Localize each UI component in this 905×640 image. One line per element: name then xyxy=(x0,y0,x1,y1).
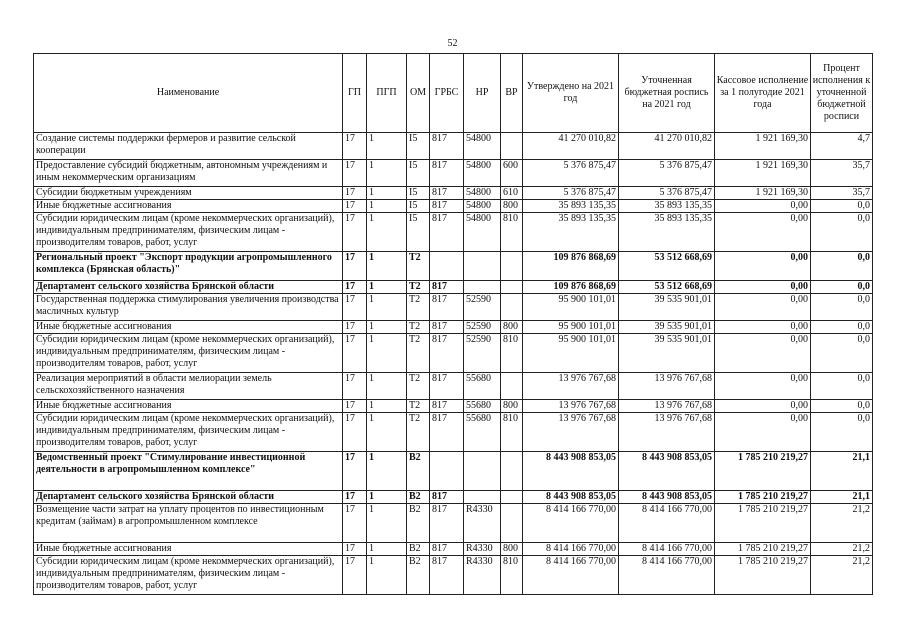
header-name: Наименование xyxy=(34,54,343,133)
header-grbs: ГРБС xyxy=(430,54,464,133)
row-om: T2 xyxy=(407,334,430,373)
row-cash: 0,00 xyxy=(715,281,811,294)
table-row xyxy=(34,200,873,213)
row-pgp: 1 xyxy=(367,187,407,200)
row-vr: 810 xyxy=(501,556,523,595)
row-om: T2 xyxy=(407,252,430,281)
header-nr: НР xyxy=(464,54,501,133)
row-name: Департамент сельского хозяйства Брянской области xyxy=(34,281,343,294)
row-nr xyxy=(464,452,501,491)
row-cash: 1 921 169,30 xyxy=(715,187,811,200)
row-grbs: 817 xyxy=(430,504,464,543)
row-om: I5 xyxy=(407,133,430,160)
row-pgp: 1 xyxy=(367,556,407,595)
row-grbs: 817 xyxy=(430,213,464,252)
row-percent: 4,7 xyxy=(811,133,873,160)
row-pgp: 1 xyxy=(367,413,407,452)
row-gp: 17 xyxy=(343,373,367,400)
row-grbs: 817 xyxy=(430,294,464,321)
row-grbs: 817 xyxy=(430,334,464,373)
row-name: Предоставление субсидий бюджетным, автономным учреждениям и иным некоммерческим организациям xyxy=(34,160,343,187)
row-cash: 0,00 xyxy=(715,200,811,213)
row-name: Департамент сельского хозяйства Брянской области xyxy=(34,491,343,504)
row-approved: 8 414 166 770,00 xyxy=(523,543,619,556)
row-om: T2 xyxy=(407,413,430,452)
row-grbs xyxy=(430,452,464,491)
row-grbs: 817 xyxy=(430,160,464,187)
row-nr: 54800 xyxy=(464,160,501,187)
row-om: B2 xyxy=(407,491,430,504)
row-approved: 41 270 010,82 xyxy=(523,133,619,160)
row-refined: 39 535 901,01 xyxy=(619,321,715,334)
row-om: I5 xyxy=(407,213,430,252)
row-name: Создание системы поддержки фермеров и развитие сельской кооперации xyxy=(34,133,343,160)
row-vr: 610 xyxy=(501,187,523,200)
row-nr xyxy=(464,281,501,294)
row-vr xyxy=(501,294,523,321)
header-om: ОМ xyxy=(407,54,430,133)
table-row xyxy=(34,321,873,334)
row-cash: 0,00 xyxy=(715,294,811,321)
table-row xyxy=(34,160,873,187)
row-name: Региональный проект "Экспорт продукции агропромышленного комплекса (Брянская область)" xyxy=(34,252,343,281)
row-percent: 21,2 xyxy=(811,504,873,543)
row-pgp: 1 xyxy=(367,252,407,281)
row-pgp: 1 xyxy=(367,294,407,321)
row-vr: 800 xyxy=(501,200,523,213)
row-vr: 600 xyxy=(501,160,523,187)
table-row xyxy=(34,133,873,160)
row-vr xyxy=(501,452,523,491)
row-refined: 5 376 875,47 xyxy=(619,160,715,187)
row-approved: 95 900 101,01 xyxy=(523,294,619,321)
row-name: Государственная поддержка стимулирования увеличения производства масличных культур xyxy=(34,294,343,321)
row-pgp: 1 xyxy=(367,321,407,334)
row-approved: 13 976 767,68 xyxy=(523,413,619,452)
row-refined: 8 443 908 853,05 xyxy=(619,491,715,504)
row-approved: 5 376 875,47 xyxy=(523,160,619,187)
row-percent: 0,0 xyxy=(811,281,873,294)
row-gp: 17 xyxy=(343,400,367,413)
row-cash: 0,00 xyxy=(715,373,811,400)
row-nr xyxy=(464,252,501,281)
row-grbs: 817 xyxy=(430,400,464,413)
row-name: Субсидии юридическим лицам (кроме некоммерческих организаций), индивидуальным предпринимателям, физическим лицам - производителям товаров, работ, услуг xyxy=(34,213,343,252)
row-percent: 0,0 xyxy=(811,373,873,400)
row-om: I5 xyxy=(407,160,430,187)
table-row xyxy=(34,252,873,281)
row-name: Субсидии бюджетным учреждениям xyxy=(34,187,343,200)
row-om: B2 xyxy=(407,543,430,556)
row-vr: 810 xyxy=(501,413,523,452)
row-nr: 52590 xyxy=(464,321,501,334)
row-grbs: 817 xyxy=(430,200,464,213)
table-row xyxy=(34,187,873,200)
row-cash: 0,00 xyxy=(715,252,811,281)
row-pgp: 1 xyxy=(367,213,407,252)
table-row xyxy=(34,334,873,373)
row-vr xyxy=(501,491,523,504)
row-name: Иные бюджетные ассигнования xyxy=(34,321,343,334)
row-name: Иные бюджетные ассигнования xyxy=(34,400,343,413)
row-gp: 17 xyxy=(343,452,367,491)
row-approved: 35 893 135,35 xyxy=(523,200,619,213)
row-approved: 35 893 135,35 xyxy=(523,213,619,252)
row-vr: 810 xyxy=(501,334,523,373)
row-vr xyxy=(501,373,523,400)
row-vr xyxy=(501,281,523,294)
row-approved: 13 976 767,68 xyxy=(523,373,619,400)
row-om: B2 xyxy=(407,504,430,543)
row-refined: 13 976 767,68 xyxy=(619,373,715,400)
row-nr: 55680 xyxy=(464,413,501,452)
header-vr: ВР xyxy=(501,54,523,133)
row-grbs: 817 xyxy=(430,543,464,556)
table-row xyxy=(34,373,873,400)
row-om: I5 xyxy=(407,200,430,213)
row-name: Субсидии юридическим лицам (кроме некоммерческих организаций), индивидуальным предпринимателям, физическим лицам - производителям товаров, работ, услуг xyxy=(34,334,343,373)
row-vr: 800 xyxy=(501,400,523,413)
row-pgp: 1 xyxy=(367,133,407,160)
row-name: Возмещение части затрат на уплату процентов по инвестиционным кредитам (займам) в агропромышленном комплексе xyxy=(34,504,343,543)
row-om: B2 xyxy=(407,452,430,491)
row-percent: 21,2 xyxy=(811,543,873,556)
row-om: I5 xyxy=(407,187,430,200)
row-approved: 95 900 101,01 xyxy=(523,334,619,373)
row-nr: 54800 xyxy=(464,133,501,160)
row-vr xyxy=(501,252,523,281)
row-om: T2 xyxy=(407,400,430,413)
row-pgp: 1 xyxy=(367,400,407,413)
row-name: Иные бюджетные ассигнования xyxy=(34,200,343,213)
row-om: T2 xyxy=(407,294,430,321)
row-cash: 1 785 210 219,27 xyxy=(715,556,811,595)
row-refined: 8 414 166 770,00 xyxy=(619,504,715,543)
row-percent: 35,7 xyxy=(811,160,873,187)
row-percent: 0,0 xyxy=(811,200,873,213)
row-refined: 41 270 010,82 xyxy=(619,133,715,160)
row-cash: 1 785 210 219,27 xyxy=(715,543,811,556)
row-grbs: 817 xyxy=(430,373,464,400)
table-row xyxy=(34,504,873,543)
row-name: Субсидии юридическим лицам (кроме некоммерческих организаций), индивидуальным предпринимателям, физическим лицам - производителям товаров, работ, услуг xyxy=(34,556,343,595)
row-pgp: 1 xyxy=(367,281,407,294)
row-grbs: 817 xyxy=(430,321,464,334)
row-refined: 35 893 135,35 xyxy=(619,213,715,252)
row-cash: 1 785 210 219,27 xyxy=(715,491,811,504)
row-percent: 0,0 xyxy=(811,334,873,373)
row-grbs: 817 xyxy=(430,556,464,595)
table-row xyxy=(34,400,873,413)
table-row xyxy=(34,213,873,252)
row-approved: 8 414 166 770,00 xyxy=(523,504,619,543)
budget-execution-table xyxy=(33,53,873,595)
row-pgp: 1 xyxy=(367,452,407,491)
row-gp: 17 xyxy=(343,133,367,160)
row-gp: 17 xyxy=(343,504,367,543)
row-percent: 0,0 xyxy=(811,400,873,413)
row-percent: 35,7 xyxy=(811,187,873,200)
row-nr: 55680 xyxy=(464,400,501,413)
row-grbs: 817 xyxy=(430,133,464,160)
table-row xyxy=(34,556,873,595)
row-percent: 0,0 xyxy=(811,252,873,281)
row-percent: 0,0 xyxy=(811,413,873,452)
row-gp: 17 xyxy=(343,543,367,556)
row-gp: 17 xyxy=(343,294,367,321)
row-refined: 35 893 135,35 xyxy=(619,200,715,213)
row-grbs: 817 xyxy=(430,281,464,294)
row-approved: 13 976 767,68 xyxy=(523,400,619,413)
row-approved: 5 376 875,47 xyxy=(523,187,619,200)
row-nr xyxy=(464,491,501,504)
row-refined: 13 976 767,68 xyxy=(619,400,715,413)
header-approved: Утверждено на 2021 год xyxy=(523,54,619,133)
row-cash: 1 785 210 219,27 xyxy=(715,504,811,543)
row-gp: 17 xyxy=(343,252,367,281)
row-pgp: 1 xyxy=(367,491,407,504)
row-gp: 17 xyxy=(343,200,367,213)
row-pgp: 1 xyxy=(367,543,407,556)
row-gp: 17 xyxy=(343,187,367,200)
page-number: 52 xyxy=(447,38,458,49)
row-approved: 8 414 166 770,00 xyxy=(523,556,619,595)
row-refined: 5 376 875,47 xyxy=(619,187,715,200)
row-refined: 53 512 668,69 xyxy=(619,252,715,281)
row-percent: 0,0 xyxy=(811,213,873,252)
header-pgp: ПГП xyxy=(367,54,407,133)
table-row xyxy=(34,452,873,491)
row-vr: 800 xyxy=(501,321,523,334)
header-cash: Кассовое исполнение за 1 полугодие 2021 года xyxy=(715,54,811,133)
row-om: T2 xyxy=(407,321,430,334)
header-refined: Уточненная бюджетная роспись на 2021 год xyxy=(619,54,715,133)
row-nr: 54800 xyxy=(464,213,501,252)
row-cash: 1 921 169,30 xyxy=(715,160,811,187)
row-pgp: 1 xyxy=(367,160,407,187)
table-row xyxy=(34,281,873,294)
row-grbs: 817 xyxy=(430,413,464,452)
row-percent: 21,2 xyxy=(811,556,873,595)
row-cash: 1 921 169,30 xyxy=(715,133,811,160)
header-gp: ГП xyxy=(343,54,367,133)
row-percent: 0,0 xyxy=(811,321,873,334)
row-refined: 53 512 668,69 xyxy=(619,281,715,294)
row-gp: 17 xyxy=(343,321,367,334)
row-refined: 8 414 166 770,00 xyxy=(619,556,715,595)
row-pgp: 1 xyxy=(367,334,407,373)
row-approved: 109 876 868,69 xyxy=(523,252,619,281)
row-om: B2 xyxy=(407,556,430,595)
row-vr: 800 xyxy=(501,543,523,556)
row-name: Ведомственный проект "Стимулирование инвестиционной деятельности в агропромышленном комплексе" xyxy=(34,452,343,491)
row-om: T2 xyxy=(407,281,430,294)
row-cash: 0,00 xyxy=(715,400,811,413)
row-pgp: 1 xyxy=(367,504,407,543)
row-approved: 8 443 908 853,05 xyxy=(523,452,619,491)
row-refined: 39 535 901,01 xyxy=(619,334,715,373)
row-cash: 0,00 xyxy=(715,413,811,452)
table-row xyxy=(34,413,873,452)
row-percent: 0,0 xyxy=(811,294,873,321)
row-approved: 109 876 868,69 xyxy=(523,281,619,294)
row-cash: 0,00 xyxy=(715,334,811,373)
table-row xyxy=(34,491,873,504)
row-cash: 0,00 xyxy=(715,321,811,334)
row-nr: 54800 xyxy=(464,200,501,213)
row-nr: R4330 xyxy=(464,504,501,543)
row-vr xyxy=(501,504,523,543)
row-gp: 17 xyxy=(343,281,367,294)
row-gp: 17 xyxy=(343,213,367,252)
row-pgp: 1 xyxy=(367,373,407,400)
row-name: Субсидии юридическим лицам (кроме некоммерческих организаций), индивидуальным предпринимателям, физическим лицам - производителям товаров, работ, услуг xyxy=(34,413,343,452)
row-nr: R4330 xyxy=(464,556,501,595)
row-grbs: 817 xyxy=(430,187,464,200)
row-percent: 21,1 xyxy=(811,491,873,504)
row-refined: 13 976 767,68 xyxy=(619,413,715,452)
row-gp: 17 xyxy=(343,491,367,504)
row-nr: 52590 xyxy=(464,294,501,321)
row-om: T2 xyxy=(407,373,430,400)
row-nr: 52590 xyxy=(464,334,501,373)
table-header-row xyxy=(34,54,873,133)
table-row xyxy=(34,294,873,321)
row-approved: 95 900 101,01 xyxy=(523,321,619,334)
row-gp: 17 xyxy=(343,334,367,373)
row-grbs: 817 xyxy=(430,491,464,504)
row-cash: 1 785 210 219,27 xyxy=(715,452,811,491)
table-row xyxy=(34,543,873,556)
row-nr: R4330 xyxy=(464,543,501,556)
row-grbs xyxy=(430,252,464,281)
row-refined: 8 414 166 770,00 xyxy=(619,543,715,556)
row-gp: 17 xyxy=(343,413,367,452)
row-vr xyxy=(501,133,523,160)
row-refined: 8 443 908 853,05 xyxy=(619,452,715,491)
row-pgp: 1 xyxy=(367,200,407,213)
row-vr: 810 xyxy=(501,213,523,252)
header-percent: Процент исполнения к уточненной бюджетной росписи xyxy=(811,54,873,133)
row-refined: 39 535 901,01 xyxy=(619,294,715,321)
row-cash: 0,00 xyxy=(715,213,811,252)
row-gp: 17 xyxy=(343,556,367,595)
row-approved: 8 443 908 853,05 xyxy=(523,491,619,504)
row-nr: 55680 xyxy=(464,373,501,400)
row-name: Реализация мероприятий в области мелиорации земель сельскохозяйственного назначения xyxy=(34,373,343,400)
row-percent: 21,1 xyxy=(811,452,873,491)
row-gp: 17 xyxy=(343,160,367,187)
row-nr: 54800 xyxy=(464,187,501,200)
row-name: Иные бюджетные ассигнования xyxy=(34,543,343,556)
